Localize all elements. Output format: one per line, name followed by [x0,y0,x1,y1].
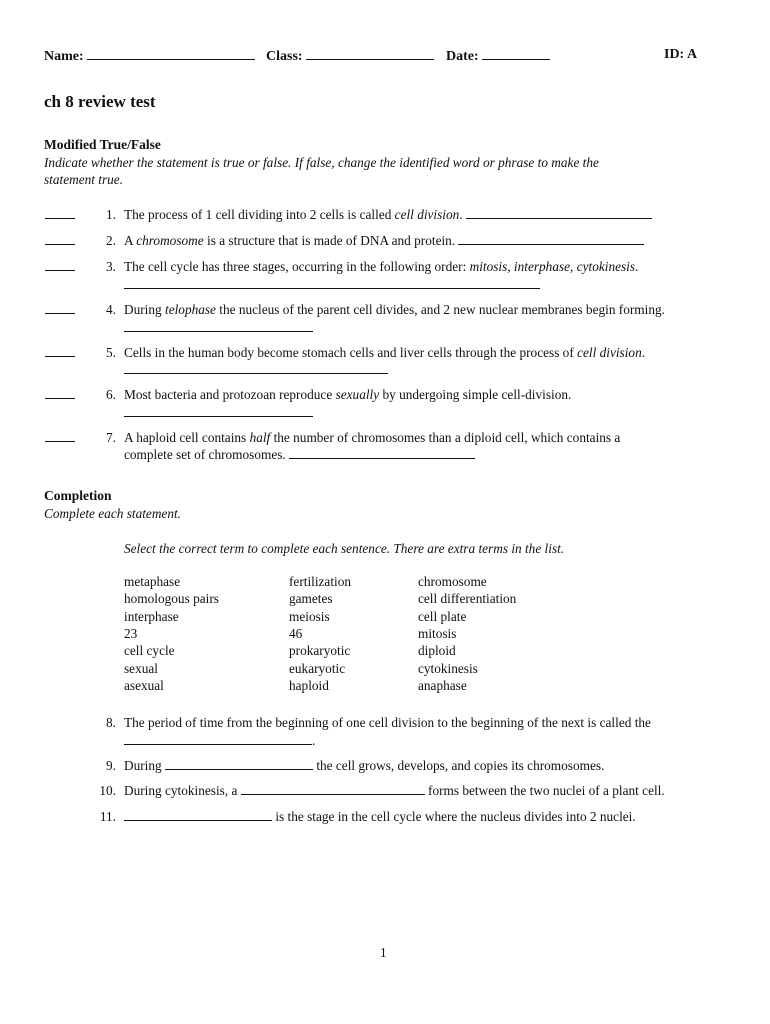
completion-item-8-line2 [124,732,315,749]
tf-answer-blank[interactable] [45,270,75,271]
tf-item-7 [124,429,620,446]
tf-item-text: During [124,302,165,317]
tf-item-5 [124,344,645,361]
tf-item-text: A haploid cell contains [124,430,250,445]
completion-item-text: During [124,758,165,773]
tf-item-1 [124,206,652,223]
class-field [266,47,434,65]
word-bank-term: cell plate [418,609,467,624]
word-bank-term: chromosome [418,574,487,589]
tf-answer-blank[interactable] [45,398,75,399]
page-title: ch 8 review test [44,92,156,111]
tf-item-identified-phrase: cell division [577,345,642,360]
tf-item-number: 7. [106,430,116,445]
tf-item-identified-phrase: chromosome [136,233,204,248]
tf-item-number: 4. [106,302,116,317]
tf-item-identified-phrase: sexually [335,387,380,402]
tf-item-number: 2. [106,233,116,248]
tf-correction-blank[interactable] [124,416,313,417]
name-field [44,47,255,65]
word-bank-term: haploid [289,678,329,693]
tf-item-number: 3. [106,259,116,274]
tf-item-text: is a structure that is made of DNA and protein. [203,233,456,248]
tf-answer-blank[interactable] [45,313,75,314]
completion-instructions: Complete each statement. [44,506,181,521]
completion-item-text: forms between the two nuclei of a plant cell. [424,783,665,798]
word-bank-term: eukaryotic [289,661,346,676]
completion-blank[interactable] [241,782,425,795]
tf-item-4 [124,301,665,318]
completion-item-text: During cytokinesis, a [124,783,241,798]
tf-correction-blank[interactable] [124,288,540,289]
completion-heading: Completion [44,488,112,503]
tf-item-number: 5. [106,345,116,360]
tf-item-text: The cell cycle has three stages, occurring in the following order: [124,259,470,274]
completion-item-9 [124,757,604,774]
tf-item-text: the number of chromosomes than a diploid cell, which contains a [270,430,621,445]
word-bank-term: interphase [124,609,179,624]
completion-item-text: . [312,733,316,748]
tf-correction-blank[interactable] [289,446,475,459]
completion-blank[interactable] [165,757,313,770]
tf-correction-blank[interactable] [124,373,388,374]
id-label: ID: A [664,47,698,62]
completion-item-text: is the stage in the cell cycle where the nucleus divides into 2 nuclei. [272,809,636,824]
name-label: Name: [44,49,84,64]
tf-item-number: 1. [106,207,116,222]
completion-item-number: 11. [99,809,116,824]
class-blank[interactable] [306,47,434,60]
word-bank-instructions: Select the correct term to complete each sentence. There are extra terms in the list. [124,541,565,556]
word-bank-term: gametes [289,591,333,606]
page-number: 1 [380,945,387,960]
tf-item-text: Most bacteria and protozoan reproduce [124,387,336,402]
word-bank-term: asexual [124,678,164,693]
tf-item-3 [124,258,638,275]
word-bank-term: prokaryotic [289,643,351,658]
word-bank-term: fertilization [289,574,352,589]
word-bank-term: cell differentiation [418,591,517,606]
tf-item-text: . [641,345,646,360]
word-bank-term: diploid [418,643,456,658]
tf-item-text: the nucleus of the parent cell divides, and 2 new nuclear membranes begin forming. [215,302,665,317]
word-bank-term: sexual [124,661,158,676]
word-bank-term: metaphase [124,574,181,589]
word-bank-term: 23 [124,626,138,641]
tf-answer-blank[interactable] [45,244,75,245]
date-field [446,47,550,65]
completion-item-number: 8. [106,715,116,730]
tf-item-text: by undergoing simple cell-division. [379,387,572,402]
tf-item-identified-phrase: telophase [165,302,216,317]
tf-instructions-line2: statement true. [44,172,124,187]
tf-correction-blank[interactable] [466,206,652,219]
tf-answer-blank[interactable] [45,356,75,357]
tf-instructions-line1: Indicate whether the statement is true or false. If false, change the identified word or phrase to make the [44,155,599,170]
word-bank-term: cell cycle [124,643,175,658]
completion-item-number: 10. [99,783,116,798]
completion-item-number: 9. [106,758,116,773]
tf-item-text: A [124,233,137,248]
name-blank[interactable] [87,47,255,60]
tf-item-6 [124,386,571,403]
word-bank-term: 46 [289,626,303,641]
completion-blank[interactable] [124,732,312,745]
tf-answer-blank[interactable] [45,218,75,219]
word-bank-term: meiosis [289,609,330,624]
tf-item-text: complete set of chromosomes. [124,447,286,462]
tf-item-identified-phrase: cell division [394,207,460,222]
tf-answer-blank[interactable] [45,441,75,442]
completion-item-text: the cell grows, develops, and copies its chromosomes. [313,758,605,773]
word-bank-term: homologous pairs [124,591,219,606]
tf-item-text: Cells in the human body become stomach cells and liver cells through the process of [124,345,578,360]
word-bank-term: cytokinesis [418,661,478,676]
completion-blank[interactable] [124,808,272,821]
tf-item-number: 6. [106,387,116,402]
class-label: Class: [266,49,303,64]
date-blank[interactable] [482,47,550,60]
word-bank-term: mitosis [418,626,457,641]
completion-item-10 [124,782,665,799]
tf-item-7-line2 [124,446,475,463]
tf-heading: Modified True/False [44,137,161,152]
tf-correction-blank[interactable] [124,331,313,332]
completion-item-11 [124,808,636,825]
tf-item-2 [124,232,644,249]
date-label: Date: [446,49,479,64]
tf-correction-blank[interactable] [458,232,644,245]
word-bank-term: anaphase [418,678,467,693]
tf-item-text: . [635,259,639,274]
tf-item-identified-phrase: mitosis, interphase, cytokinesis [469,259,636,274]
completion-item-8: The period of time from the beginning of one cell division to the beginning of the next is called the [124,715,651,730]
tf-item-identified-phrase: half [249,430,271,445]
tf-item-text: The process of 1 cell dividing into 2 cells is called [124,207,395,222]
tf-item-text: . [459,207,463,222]
